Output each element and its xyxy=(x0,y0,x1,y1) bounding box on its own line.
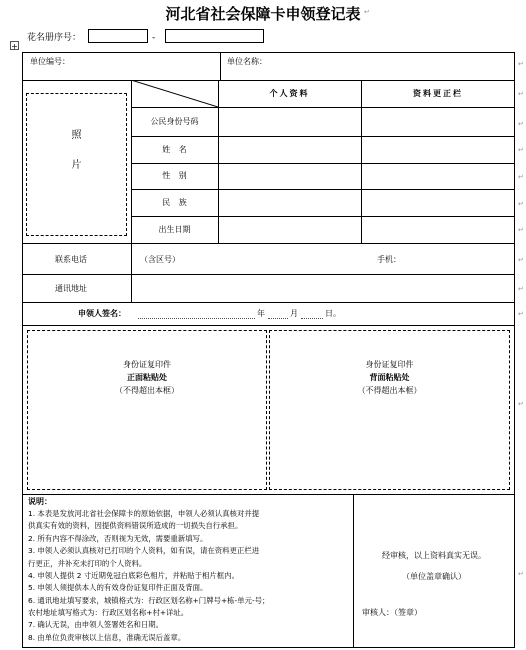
front-copy-line-1: 身份证复印件 xyxy=(123,360,171,369)
row-end-mark: ↵ xyxy=(518,146,524,154)
row-label-name: 姓 名 xyxy=(162,145,187,154)
roster-dash: - xyxy=(152,33,156,43)
row-end-mark: ↵ xyxy=(518,173,524,181)
personal-info-header: 个人资料 xyxy=(269,89,310,98)
audit-text: 经审核，以上资料真实无误。 xyxy=(382,551,486,560)
note-line: 7. 确认无误，由申领人签署姓名和日期。 xyxy=(28,620,164,630)
unit-id-label: 单位编号： xyxy=(30,57,70,66)
area-code-hint: （含区号） xyxy=(140,255,180,264)
back-copy-line-2: 背面粘贴处 xyxy=(369,373,410,382)
form-title: 河北省社会保障卡申领登记表 xyxy=(165,5,361,23)
row-end-mark: ↵ xyxy=(518,310,524,318)
notes-list xyxy=(28,510,350,646)
table-move-handle[interactable]: + xyxy=(11,42,18,51)
photo-label-2: 片 xyxy=(71,160,82,171)
note-line: 3. 申领人必须认真核对已打印的个人资料，如有误，请在资料更正栏进 xyxy=(28,546,260,556)
row-label-id-number: 公民身份号码 xyxy=(150,117,199,126)
note-line: 4. 申领人提供 2 寸近期免冠白底彩色相片，并粘贴于相片框内。 xyxy=(28,570,239,580)
notes-title: 说明： xyxy=(28,497,52,506)
row-end-mark: ↵ xyxy=(518,570,524,578)
applicant-sign-label: 申领人签名： xyxy=(78,309,126,318)
note-line: 6. 通讯地址填写要求，城镇格式为：行政区划名称+门牌号+栋-单元-号； xyxy=(28,595,270,605)
roster-number-field-1[interactable] xyxy=(88,29,148,43)
signature-dotted-line[interactable] xyxy=(138,318,255,319)
row-label-ethnicity: 民 族 xyxy=(162,198,187,207)
roster-label: 花名册序号： xyxy=(27,33,82,43)
address-label: 通讯地址 xyxy=(55,284,87,293)
unit-seal-text: （单位盖章确认） xyxy=(402,572,466,581)
note-line: 农村地址填写格式为：行政区划名称+村+详址。 xyxy=(28,608,189,617)
row-end-mark: ↵ xyxy=(518,200,524,208)
date-day-label: 日。 xyxy=(325,309,341,318)
back-copy-line-1: 身份证复印件 xyxy=(365,360,414,369)
note-line: 行更正，并补充未打印的个人资料。 xyxy=(28,558,147,568)
id-number-value-cell[interactable] xyxy=(219,108,360,135)
photo-label-1: 照 xyxy=(71,130,82,141)
row-end-mark: ↵ xyxy=(518,285,524,293)
date-year-label: 年 xyxy=(257,309,265,318)
title-paragraph-mark: ↵ xyxy=(364,8,370,16)
roster-number-field-2[interactable] xyxy=(165,29,264,43)
row-end-mark: ↵ xyxy=(518,90,524,98)
note-line: 5. 申领人须提供本人的有效身份证复印件正面及背面。 xyxy=(28,583,208,593)
id-back-copy-area xyxy=(269,330,510,490)
row-end-mark: ↵ xyxy=(518,60,524,68)
unit-name-label: 单位名称： xyxy=(227,57,267,66)
header-diagonal xyxy=(131,80,218,107)
note-line: 2. 所有内容不得涂改，否则视为无效，需要重新填写。 xyxy=(28,533,208,543)
reviewer-label: 审核人：（签章） xyxy=(362,608,422,617)
id-number-correction-cell[interactable] xyxy=(362,108,514,135)
mobile-label: 手机： xyxy=(377,255,401,264)
row-end-mark: ↵ xyxy=(518,120,524,128)
row-label-gender: 性 别 xyxy=(162,171,187,180)
row-end-mark: ↵ xyxy=(518,226,524,234)
note-line: 1. 本表是发放河北省社会保障卡的原始依据，申领人必须认真核对并提 xyxy=(28,509,260,518)
phone-label: 联系电话 xyxy=(55,255,87,264)
note-line: 供真实有效的资料，因提供资料错误所造成的一切损失自行承担。 xyxy=(28,521,243,531)
front-copy-line-2: 正面粘贴处 xyxy=(127,373,167,382)
date-month-label: 月 xyxy=(290,309,298,318)
row-end-mark: ↵ xyxy=(518,400,524,408)
correction-header: 资料更正栏 xyxy=(413,89,463,98)
id-front-copy-area xyxy=(27,330,267,490)
front-copy-line-3: （不得超出本框） xyxy=(115,386,179,395)
row-end-mark: ↵ xyxy=(518,256,524,264)
back-copy-line-3: （不得超出本框） xyxy=(357,386,422,395)
row-label-birth-date: 出生日期 xyxy=(158,225,191,234)
note-line: 8. 由单位负责审核以上信息，准确无误后盖章。 xyxy=(28,632,186,642)
